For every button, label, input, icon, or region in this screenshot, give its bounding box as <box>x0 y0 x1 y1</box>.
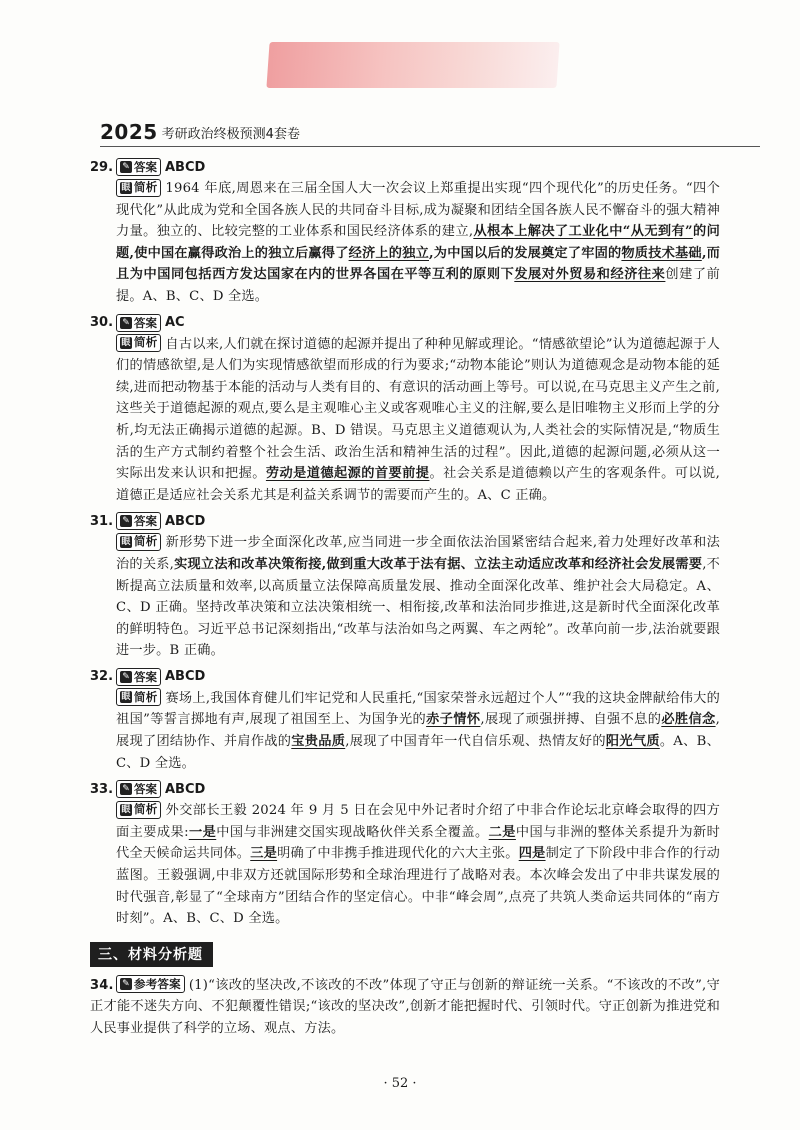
analysis-mark-icon: 眼 <box>121 692 131 703</box>
question-number: 31. <box>90 513 114 529</box>
header-rule <box>100 146 760 147</box>
answer-mark-icon: ✎ <box>120 978 132 990</box>
answer-badge: ✎ 答案 <box>116 512 161 530</box>
question-number: 34. <box>90 977 114 993</box>
analysis-badge: 眼 简析 <box>116 179 161 197</box>
header-year: 2025 <box>100 120 158 144</box>
analysis-text: 眼 简析 自古以来,人们就在探讨道德的起源并提出了种种见解或理论。“情感欲望论”认为道德起源于人们的情感欲望,是人们为实现情感欲望而形成的行为要求;“动物本能论”则认为道德观念是动物本能的延续,进而把动物基于本能的活动与人类有目的、有意识的活动画上等号。可以说,在马克思主义产生之前,这些关于道德起源的观点,要么是主观唯心主义或客观唯心主义的注解,要么是旧唯物主义形而上学的分析,均无法正确揭示道德的起源。B、D 错误。马克思主义道德观认为,人类社会的实际情况是,“物质生活的生产方式制约着整个社会生活、政治生活和精神生活的过程”。因此,道德的起源问题,必须从这一实际出发来认识和把握。劳动是道德起源的首要前提。社会关系是道德赖以产生的客观条件。可以说,道德正是适应社会关系尤其是利益关系调节的需要而产生的。A、C 正确。 <box>116 335 720 503</box>
top-stain <box>266 42 559 88</box>
question-number: 32. <box>90 669 114 685</box>
answer-mark-icon: ✎ <box>120 317 132 329</box>
question-31 <box>90 510 720 662</box>
analysis-mark-icon: 眼 <box>121 804 131 815</box>
answer-badge: ✎ 答案 <box>116 314 161 332</box>
analysis-badge: 眼 简析 <box>116 688 161 706</box>
analysis-badge: 眼 简析 <box>116 801 161 819</box>
page-number: · 52 · <box>383 1076 417 1091</box>
reference-answer-text: 34. ✎ 参考答案 (1)“该改的坚决改,不该改的不改”体现了守正与创新的辩证统一关系。“不该改的不改”,守正才能不迷失方向、不犯颠覆性错误;“该改的坚决改”,创新才能把握时代、引领时代。守正创新为推进党和人民事业提供了科学的立场、观点、方法。 <box>90 976 720 1036</box>
answer-mark-icon: ✎ <box>120 671 132 683</box>
page-header <box>100 118 740 144</box>
answer-value: ABCD <box>165 781 206 797</box>
question-34 <box>90 975 720 1040</box>
answer-value: ABCD <box>165 513 206 529</box>
answer-value: AC <box>165 315 185 331</box>
answer-badge: ✎ 答案 <box>116 668 161 686</box>
answer-line <box>90 666 720 688</box>
question-number: 33. <box>90 781 114 797</box>
question-number: 30. <box>90 315 114 331</box>
ref-answer-badge: ✎ 参考答案 <box>116 975 185 993</box>
question-number: 29. <box>90 159 114 175</box>
answer-mark-icon: ✎ <box>120 515 132 527</box>
question-33 <box>90 778 720 930</box>
question-30 <box>90 312 720 507</box>
analysis-mark-icon: 眼 <box>121 338 131 349</box>
answer-line <box>90 778 720 800</box>
question-29 <box>90 156 720 308</box>
analysis-badge: 眼 简析 <box>116 533 161 551</box>
analysis-mark-icon: 眼 <box>121 182 131 193</box>
answer-line <box>90 312 720 334</box>
header-title: 考研政治终极预测4套卷 <box>161 127 300 142</box>
question-32 <box>90 666 720 774</box>
analysis-text: 眼 简析 外交部长王毅 2024 年 9 月 5 日在会见中外记者时介绍了中非合作论坛北京峰会取得的四方面主要成果:一是中国与非洲建交国实现战略伙伴关系全覆盖。二是中国与非洲的整体关系提升为新时代全天候命运共同体。三是明确了中非携手推进现代化的六大主张。四是制定了下阶段中非合作的行动蓝图。王毅强调,中非双方还就国际形势和全球治理进行了战略对表。本次峰会发出了中非共谋发展的时代强音,彰显了“全球南方”团结合作的坚定信心。中非“峰会周”,点亮了共筑人类命运共同体的“南方时刻”。A、B、C、D 全选。 <box>116 801 721 927</box>
analysis-text: 眼 简析 赛场上,我国体育健儿们牢记党和人民重托,“国家荣誉永远超过个人”“我的这块金牌献给伟大的祖国”等誓言掷地有声,展现了祖国至上、为国争光的赤子情怀,展现了顽强拼搏、自强不息的必胜信念,展现了团结协作、并肩作战的宝贵品质,展现了中国青年一代自信乐观、热情友好的阳光气质。A、B、C、D 全选。 <box>116 689 720 771</box>
section-heading: 三、材料分析题 <box>90 942 213 967</box>
answer-badge: ✎ 答案 <box>116 780 161 798</box>
answer-line <box>90 510 720 532</box>
answer-content <box>90 156 720 1044</box>
analysis-text: 眼 简析 新形势下进一步全面深化改革,应当同进一步全面依法治国紧密结合起来,着力处理好改革和法治的关系,实现立法和改革决策衔接,做到重大改革于法有据、立法主动适应改革和经济社会发展需要,不断提高立法质量和效率,以高质量立法保障高质量发展、推动全面深化改革、维护社会大局稳定。A、C、D 正确。坚持改革决策和立法决策相统一、相衔接,改革和法治同步推进,这是新时代全面深化改革的鲜明特色。习近平总书记深刻指出,“改革与法治如鸟之两翼、车之两轮”。改革向前一步,法治就要跟进一步。B 正确。 <box>116 534 720 659</box>
answer-line <box>90 156 720 178</box>
analysis-badge: 眼 简析 <box>116 334 161 352</box>
analysis-mark-icon: 眼 <box>121 536 131 547</box>
answer-value: ABCD <box>165 669 206 685</box>
answer-mark-icon: ✎ <box>120 161 132 173</box>
answer-value: ABCD <box>165 159 206 175</box>
answer-mark-icon: ✎ <box>120 783 132 795</box>
answer-badge: ✎ 答案 <box>116 158 161 176</box>
analysis-text: 眼 简析 1964 年底,周恩来在三届全国人大一次会议上郑重提出实现“四个现代化”的历史任务。“四个现代化”从此成为党和全国各族人民的共同奋斗目标,成为凝聚和团结全国各族人民不懈奋斗的强大精神力量。独立的、比较完整的工业体系和国民经济体系的建立,从根本上解决了工业化中“从无到有”的问题,使中国在赢得政治上的独立后赢得了经济上的独立,为中国以后的发展奠定了牢固的物质技术基础,而且为中国同包括西方发达国家在内的世界各国在平等互利的原则下发展对外贸易和经济往来创建了前提。A、B、C、D 全选。 <box>116 179 721 304</box>
